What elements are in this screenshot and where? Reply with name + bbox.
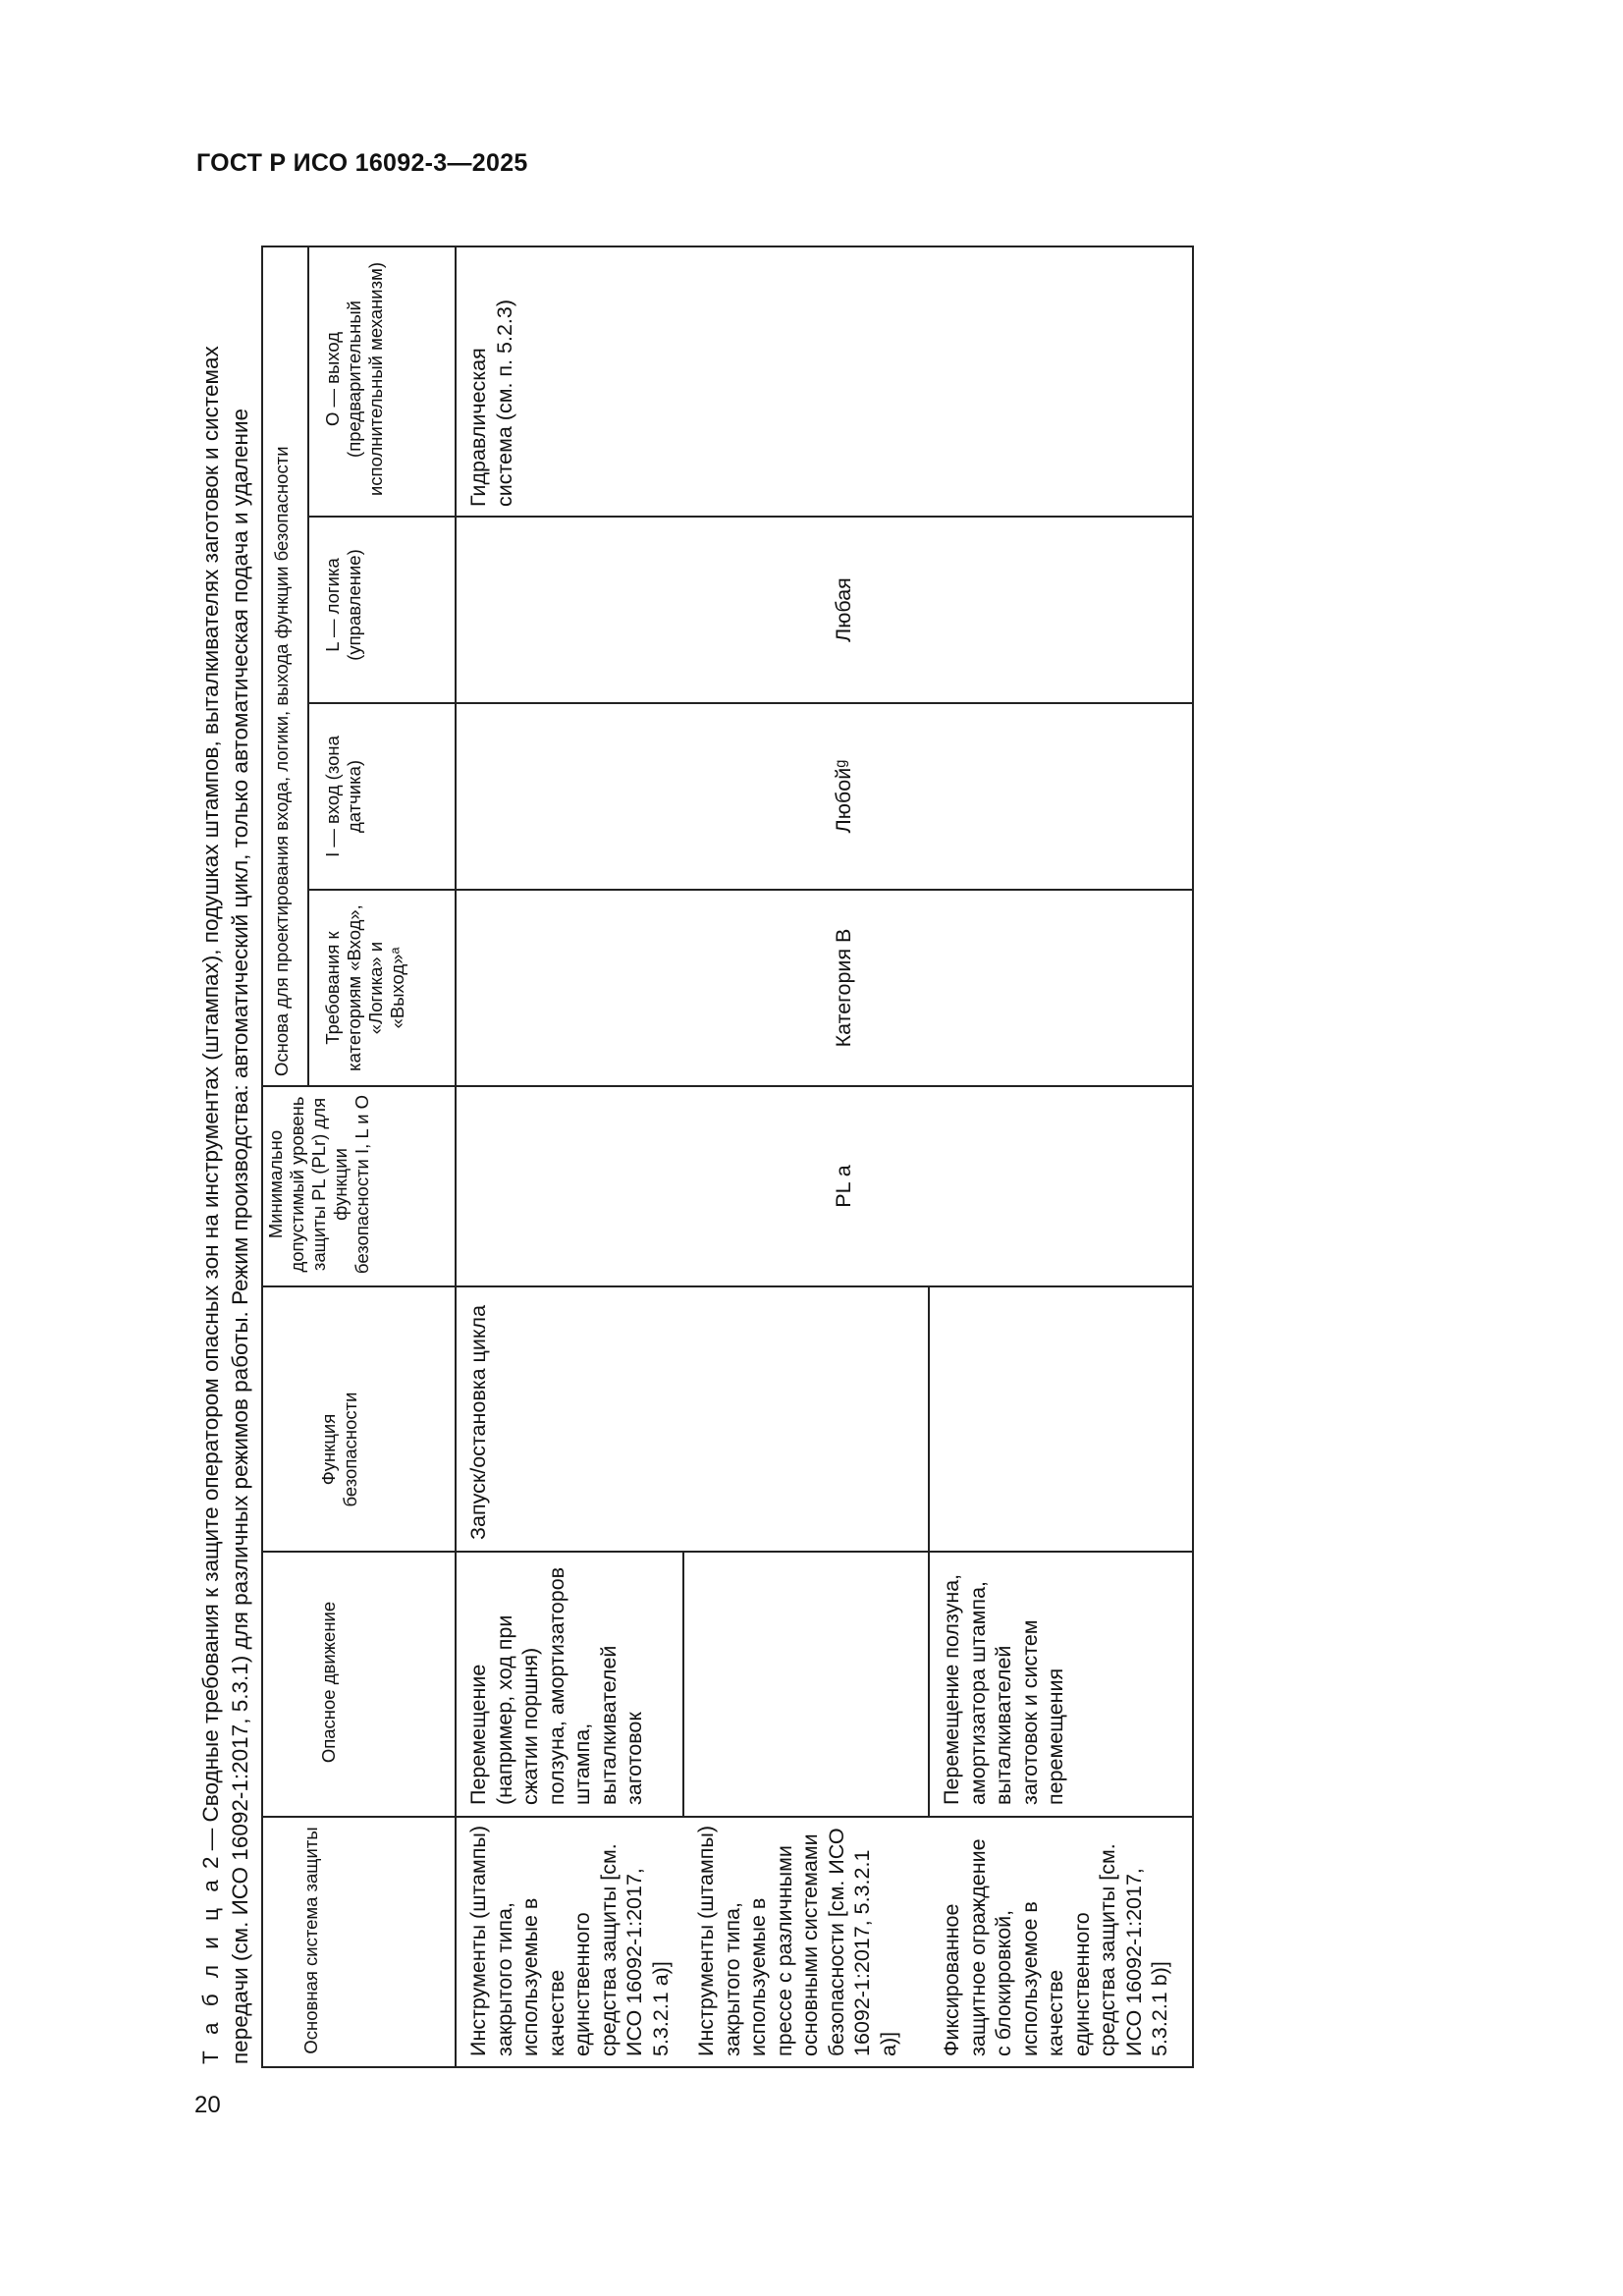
motion-cell-2: Перемещение ползуна, амортизатора штампа, выталкивателей заготовок и систем перемещения — [940, 1573, 1067, 1805]
header-safety-function: Функция безопасности — [318, 1392, 360, 1507]
document-header: ГОСТ Р ИСО 16092-3—2025 — [196, 149, 528, 177]
system-cell-3: Фиксированное защитное ограждение с блокировкой, используемое в качестве единственного средства защиты [см. ИСО 16092-1:2017, 5.3.2.1 b)] — [940, 1838, 1171, 2056]
header-main-system: Основная система защиты — [300, 1827, 321, 2054]
safety-function-cell: Запуск/остановка цикла — [466, 1304, 490, 1540]
system-cell-1: Инструменты (штампы) закрытого типа, используемые в качестве единственного средства защиты [см. ИСО 16092-1:2017, 5.3.2.1 а)] — [466, 1825, 673, 2056]
header-min-pl: Минимально допустимый уровень защиты PL (PLr) для функции безопасности I, L и O — [265, 1094, 372, 1275]
motion-cell-1: Перемещение (например, ход при сжатии поршня) ползуна, амортизаторов штампа, выталкивателей заготовок — [466, 1566, 646, 1805]
requirements-table — [261, 246, 1194, 2068]
input-value-cell: Любойᵍ — [832, 759, 855, 834]
header-basis-group: Основа для проектирования входа, логики, выхода функции безопасности — [271, 446, 292, 1076]
header-logic: L — логика (управление) — [322, 549, 364, 661]
pl-value-cell: PL a — [832, 1165, 855, 1208]
header-input: I — вход (зона датчика) — [322, 736, 364, 857]
rotated-table-page — [196, 232, 1203, 2080]
category-value-cell: Категория B — [832, 928, 855, 1048]
caption-label: Т а б л и ц а — [198, 1875, 223, 2064]
header-hazard-motion: Опасное движение — [318, 1601, 339, 1764]
page-number: 20 — [194, 2092, 221, 2118]
output-value-cell: Гидравлическая система (см. п. 5.2.3) — [466, 300, 516, 507]
table-caption — [196, 247, 255, 2064]
header-output: O — выход (предварительный исполнительный механизм) — [322, 261, 386, 497]
header-categories: Требования к категориям «Вход», «Логика» и «Выход»ᵃ — [322, 904, 407, 1071]
system-cell-2: Инструменты (штампы) закрытого типа, используемые в прессе с различными основными системами безопасности [см. ИСО 16092-1:2017, 5.3.2.1 а)] — [694, 1825, 900, 2056]
caption-text: 2 — Сводные требования к защите оператором опасных зон на инструментах (штампах), подушках штампов, выталкивателях заготовок и системах передачи (см. ИСО 16092-1:2017, 5.3.1) для различных режимов работы. Режим производства: автоматический цикл, только автоматическая подача и удаление — [198, 346, 252, 2064]
logic-value-cell: Любая — [832, 577, 855, 642]
